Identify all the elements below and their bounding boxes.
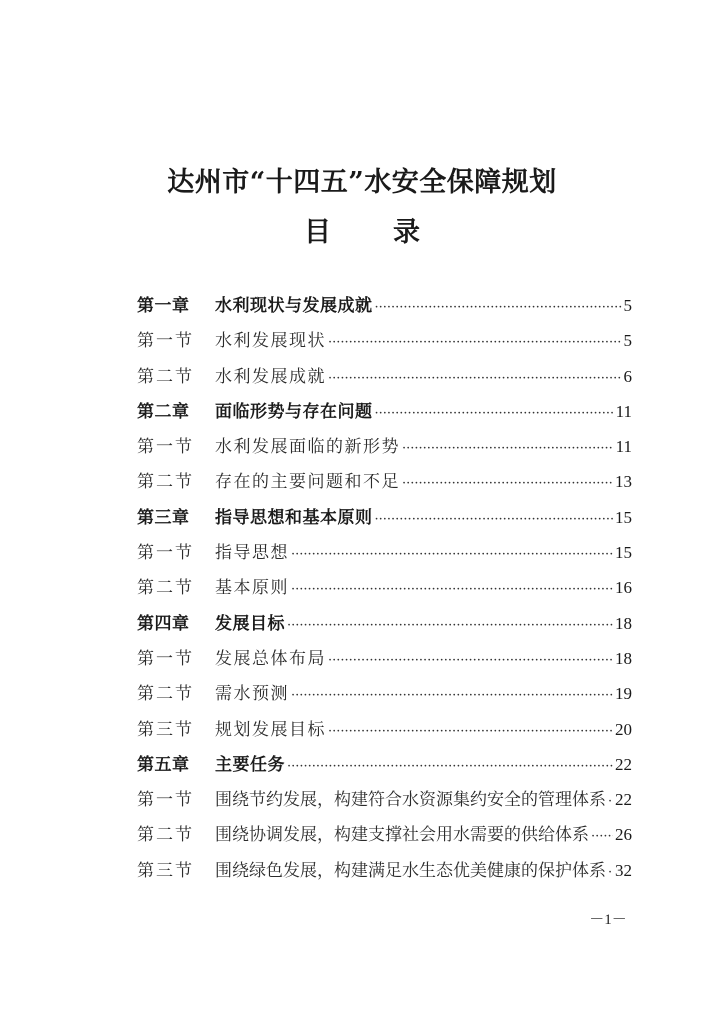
toc-section-row[interactable]	[137, 429, 632, 464]
toc-entry-title: 面临形势与存在问题	[215, 401, 373, 422]
toc-entry-label: 第三章	[137, 507, 190, 528]
toc-leader-dots	[375, 289, 622, 325]
toc-entry-page: 15	[615, 543, 632, 563]
toc-entry-page: 6	[623, 366, 632, 386]
toc-chapter-row[interactable]	[137, 394, 632, 429]
toc-leader-dots	[328, 324, 622, 360]
toc-entry-page: 16	[615, 578, 632, 598]
toc-entry-label: 第二节	[137, 366, 194, 387]
toc-entry-label: 第三节	[137, 860, 194, 881]
toc-leader-dots	[375, 501, 614, 537]
toc-entry-page: 11	[615, 437, 632, 457]
toc-section-row[interactable]	[137, 570, 632, 605]
toc-entry-page: 11	[615, 401, 632, 421]
toc-entry-label: 第五章	[137, 754, 190, 775]
toc-leader-dots	[291, 536, 613, 572]
toc-entry-label: 第一章	[137, 296, 190, 316]
page-number: －1－	[589, 912, 627, 928]
toc-entry-title: 规划发展目标	[215, 719, 326, 740]
toc-entry-page: 5	[623, 331, 632, 351]
toc-entry-title: 存在的主要问题和不足	[215, 472, 400, 493]
toc-leader-dots	[291, 677, 613, 713]
document-title: 达州市“十四五”水安全保障规划	[167, 167, 557, 198]
toc-entry-title: 主要任务	[215, 754, 285, 775]
toc-section-row[interactable]	[137, 323, 632, 358]
toc-entry-label: 第二节	[137, 578, 194, 599]
toc-chapter-row[interactable]	[137, 500, 632, 535]
toc-entry-title: 发展目标	[215, 613, 285, 634]
toc-entry-label: 第二节	[137, 684, 194, 705]
toc-entry-title: 基本原则	[215, 578, 289, 599]
toc-entry-page: 19	[615, 684, 632, 704]
toc-leader-dots	[287, 748, 613, 784]
toc-leader-dots	[328, 642, 613, 678]
toc-entry-title: 围绕节约发展，构建符合水资源集约安全的管理体系	[215, 790, 606, 811]
toc-entry-page: 18	[615, 648, 632, 668]
toc-entry-title: 需水预测	[215, 684, 289, 705]
toc-entry-page: 32	[615, 860, 632, 880]
toc-entry-title: 发展总体布局	[215, 648, 326, 669]
toc-section-row[interactable]	[137, 641, 632, 676]
toc-chapter-row[interactable]	[137, 606, 632, 641]
toc-entry-label: 第三节	[137, 719, 194, 740]
toc-section-row[interactable]	[137, 853, 632, 888]
toc-leader-dots	[328, 713, 613, 749]
toc-section-row[interactable]	[137, 464, 632, 499]
toc-section-row[interactable]	[137, 676, 632, 711]
toc-leader-dots	[287, 607, 613, 643]
toc-entry-page: 18	[615, 613, 632, 633]
toc-entry-title: 围绕协调发展，构建支撑社会用水需要的供给体系	[215, 825, 589, 846]
toc-entry-page: 26	[615, 825, 632, 845]
toc-leader-dots	[608, 783, 613, 819]
toc-entry-title: 水利发展成就	[215, 366, 326, 387]
toc-leader-dots	[608, 854, 613, 890]
toc-entry-title: 水利发展面临的新形势	[215, 437, 400, 458]
toc-chapter-row[interactable]	[137, 747, 632, 782]
toc-entry-label: 第一节	[137, 437, 194, 458]
toc-entry-title: 水利发展现状	[215, 331, 326, 352]
toc-heading	[0, 216, 724, 250]
toc-section-row[interactable]	[137, 782, 632, 817]
toc-entry-page: 5	[623, 296, 632, 315]
toc-chapter-row[interactable]	[137, 288, 632, 323]
toc-entry-label: 第二章	[137, 401, 190, 422]
toc-section-row[interactable]	[137, 712, 632, 747]
toc-entry-label: 第一节	[137, 331, 194, 352]
toc-entry-page: 13	[615, 472, 632, 492]
toc-entry-page: 15	[615, 507, 632, 527]
toc-entry-label: 第二节	[137, 825, 194, 846]
toc-entry-title: 水利现状与发展成就	[215, 296, 373, 316]
toc-entry-title: 指导思想和基本原则	[215, 507, 373, 528]
toc-entry-page: 20	[615, 719, 632, 739]
toc-leader-dots	[375, 395, 614, 431]
table-of-contents	[137, 288, 632, 888]
toc-leader-dots	[328, 360, 622, 396]
toc-entry-label: 第四章	[137, 613, 190, 634]
toc-entry-page: 22	[615, 790, 632, 810]
toc-leader-dots	[402, 465, 613, 501]
toc-section-row[interactable]	[137, 535, 632, 570]
toc-leader-dots	[291, 571, 613, 607]
toc-leader-dots	[591, 818, 613, 854]
toc-heading-char-1: 目	[304, 217, 331, 248]
toc-entry-label: 第二节	[137, 472, 194, 493]
toc-entry-label: 第一节	[137, 648, 194, 669]
toc-entry-label: 第一节	[137, 543, 194, 564]
toc-heading-char-2: 录	[393, 217, 420, 248]
toc-entry-label: 第一节	[137, 790, 194, 811]
toc-entry-title: 指导思想	[215, 543, 289, 564]
toc-leader-dots	[402, 430, 614, 466]
toc-section-row[interactable]	[137, 359, 632, 394]
toc-entry-title: 围绕绿色发展，构建满足水生态优美健康的保护体系	[215, 860, 606, 881]
toc-entry-page: 22	[615, 754, 632, 774]
toc-section-row[interactable]	[137, 817, 632, 852]
